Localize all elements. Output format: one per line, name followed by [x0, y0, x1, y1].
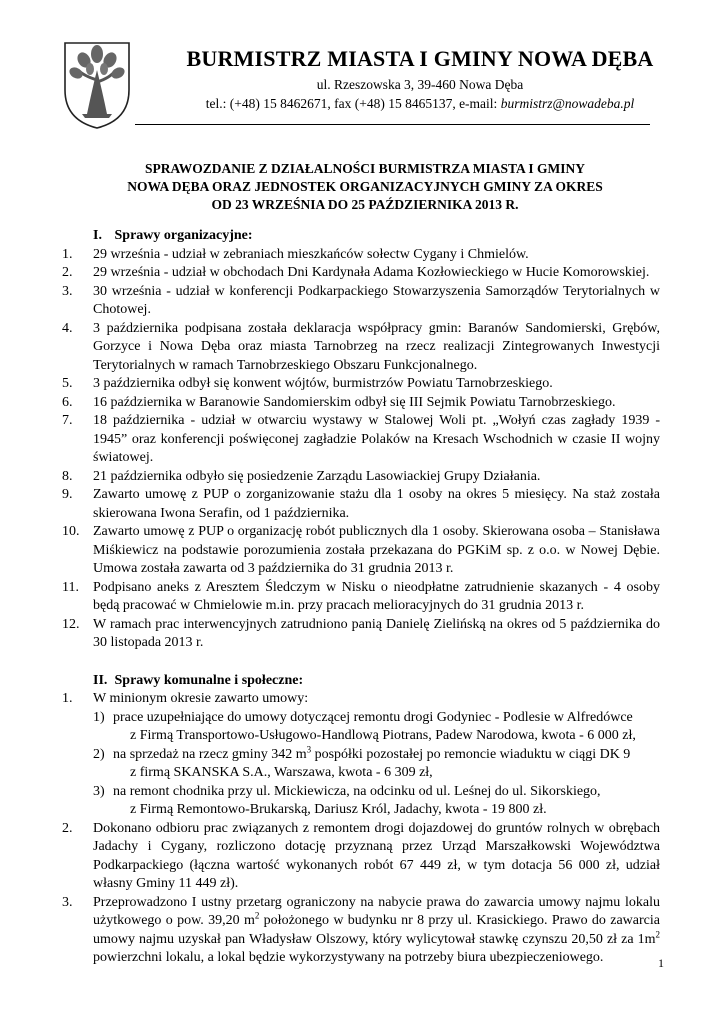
list-item [62, 468, 660, 487]
item-number: 8. [62, 468, 73, 484]
item-number: 3. [62, 894, 73, 910]
item-number: 2. [62, 820, 73, 836]
item-text: W ramach prac interwencyjnych zatrudniono panią Danielę Zielińską na okres od 5 października do 30 listopada 2013 r. [93, 616, 660, 650]
item-text: 29 września - udział w obchodach Dni Kardynała Adama Kozłowieckiego w Hucie Komorowskiej. [93, 265, 650, 280]
sub-item-text [113, 709, 660, 746]
list-item [62, 616, 660, 653]
item-number: 10. [62, 524, 80, 539]
item-text: 3 października odbył się konwent wójtów, burmistrzów Powiatu Tarnobrzeskiego. [93, 376, 553, 391]
sub-item [93, 709, 660, 746]
item-text [93, 894, 660, 968]
header-email-link[interactable]: burmistrz@nowadeba.pl [500, 96, 635, 111]
item-text: 29 września - udział w zebraniach mieszkańców sołectw Cygany i Chmielów. [93, 246, 529, 262]
report-title-line-3: OD 23 WRZEŚNIA DO 25 PAŹDZIERNIKA 2013 R. [211, 197, 519, 212]
sub-item-number: 2) [93, 746, 105, 762]
item-text: W minionym okresie zawarto umowy: [93, 691, 309, 706]
item-text: 21 października odbyło się posiedzenie Zarządu Lasowiackiej Grupy Działania. [93, 468, 541, 484]
sub-item-line-2: z firmą SKANSKA S.A., Warszawa, kwota - 6 309 zł, [130, 765, 433, 780]
list-item [62, 579, 660, 616]
sub-item-line-1: prace uzupełniające do umowy dotyczącej remontu drogi Godyniec - Podlesie w Alfredówce [113, 709, 633, 725]
list-item [62, 523, 660, 579]
report-title [80, 160, 650, 214]
page-number: 1 [658, 956, 664, 970]
item-text: 30 września - udział w konferencji Podkarpackiego Stowarzyszenia Samorządów Terytorialnych w Chotowej. [93, 283, 660, 317]
item-text-part: powierzchni lokalu, a lokal będzie wykorzystywany na potrzeby biura ubezpieczeniowego. [93, 950, 604, 965]
sub-item-text [113, 783, 660, 820]
section-title: Sprawy organizacyjne: [114, 228, 253, 243]
sub-item [93, 783, 660, 820]
header-divider [135, 124, 650, 125]
section-number: I. [93, 228, 102, 243]
organizational-list [62, 246, 660, 653]
list-item [62, 486, 660, 523]
section-spacer [62, 653, 660, 672]
list-item [62, 320, 660, 376]
report-title-line-2: NOWA DĘBA ORAZ JEDNOSTEK ORGANIZACYJNYCH GMINY ZA OKRES [127, 179, 603, 194]
sub-item-line-1: na remont chodnika przy ul. Mickiewicza, na odcinku od ul. Leśnej do ul. Sikorskiego, [113, 783, 601, 799]
sub-item-line-2: z Firmą Transportowo-Usługowo-Handlową Piotrans, Padew Narodowa, kwota - 6 000 zł, [130, 728, 636, 743]
item-text: Zawarto umowę z PUP o zorganizowanie stażu dla 1 osoby na okres 5 miesięcy. Na staż została skierowana Iwona Serafin, od 1 października. [93, 487, 660, 521]
sub-item-line-1: na sprzedaż na rzecz gminy 342 m [113, 746, 307, 762]
list-item [62, 394, 660, 413]
item-text: Zawarto umowę z PUP o organizację robót publicznych dla 1 osoby. Skierowana osoba – Stanisława Miśkiewicz na podstawie porozumienia została przekazana do PGKiM sp. z o.o. w Nowej Dębie. Umowa została zawarta od 3 października do 31 grudnia 2013 r. [93, 524, 660, 576]
list-item [62, 690, 660, 820]
item-number: 4. [62, 320, 73, 336]
header-contact-numbers: tel.: (+48) 15 8462671, fax (+48) 15 8465137, e-mail: [205, 96, 501, 111]
item-number: 5. [62, 376, 73, 391]
section-heading-organizational [93, 227, 660, 246]
item-text-part: położonego w budynku nr 8 przy ul. Krasickiego. Prawo do zawarcia umowy najmu uzyskał pan Władysław Olszowy, który wylicytował stawkę czynszu 20,50 zł za 1m [93, 913, 660, 947]
item-number: 11. [62, 579, 79, 595]
item-number: 7. [62, 413, 73, 428]
superscript: 2 [254, 910, 260, 921]
item-text: 18 października - udział w otwarciu wystawy w Stalowej Woli pt. „Wołyń czas zagłady 1939 - 1945” oraz konferencji poświęconej zagładzie Polaków na Kresach Wschodnich w czasie II wojny światowej. [93, 413, 660, 465]
item-text: Podpisano aneks z Aresztem Śledczym w Nisku o nieodpłatne zatrudnienie skazanych - 4 osoby będą pracować w Chmielowie m.in. przy pracach melioracyjnych do 31 grudnia 2013 r. [93, 579, 660, 613]
header-address: ul. Rzeszowska 3, 39-460 Nowa Dęba [316, 77, 524, 92]
item-number: 1. [62, 246, 73, 262]
sub-item-text [113, 743, 660, 783]
list-item [62, 820, 660, 894]
item-number: 6. [62, 394, 73, 410]
list-item [62, 375, 660, 394]
item-text: Dokonano odbioru prac związanych z remontem drogi dojazdowej do gruntów rolnych w obrębach Jadachy i Cygany, rozliczono dotację przyznaną przez Urząd Marszałkowski Województwa Podkarpackiego (łączna wartość wykonanych robót 67 449 zł, w tym dotacja 56 000 zł, udział własny Gminy 11 449 zł). [93, 820, 660, 891]
item-text: 3 października podpisana została deklaracja współpracy gmin: Baranów Sandomierski, Grębów, Gorzyce i Nowa Dęba oraz miasta Tarnobrzeg na rzecz realizacji Zintegrowanych Inwestycji Terytorialnych w ramach Tarnobrzeskiego Obszaru Funkcjonalnego. [93, 320, 660, 373]
section-number: II. [93, 672, 108, 688]
item-number: 3. [62, 283, 73, 299]
list-item [62, 264, 660, 283]
sub-item [93, 743, 660, 783]
item-number: 1. [62, 691, 73, 706]
superscript: 3 [306, 743, 312, 754]
header-contact [130, 96, 710, 112]
communal-list [62, 690, 660, 968]
item-number: 12. [62, 616, 80, 632]
item-text: 16 października w Baranowie Sandomierskim odbył się III Sejmik Powiatu Tarnobrzeskiego. [93, 394, 616, 410]
item-text-part: Przeprowadzono I ustny przetarg ograniczony na nabycie prawa do zawarcia umowy najmu lokalu użytkowego o pow. 39,20 m [93, 894, 660, 928]
list-item [62, 894, 660, 968]
item-number: 9. [62, 487, 73, 502]
list-item [62, 412, 660, 468]
sub-item-line-1-cont: pospółki pozostałej po remoncie wiaduktu w ciągi DK 9 [311, 746, 631, 762]
list-item [62, 246, 660, 265]
section-heading-communal [93, 672, 660, 691]
sub-item-number: 1) [93, 709, 105, 725]
item-number: 2. [62, 265, 73, 280]
item-body [93, 690, 660, 820]
superscript: 2 [655, 928, 660, 939]
list-item [62, 283, 660, 320]
report-title-line-1: SPRAWOZDANIE Z DZIAŁALNOŚCI BURMISTRZA MIASTA I GMINY [144, 161, 586, 176]
sub-item-line-2: z Firmą Remontowo-Brukarską, Dariusz Król, Jadachy, kwota - 19 800 zł. [130, 802, 547, 817]
report-body [62, 227, 660, 968]
section-title: Sprawy komunalne i społeczne: [114, 672, 304, 688]
coat-of-arms-icon [62, 40, 132, 130]
header-title: BURMISTRZ MIASTA I GMINY NOWA DĘBA [186, 46, 654, 71]
sub-item-number: 3) [93, 783, 105, 799]
